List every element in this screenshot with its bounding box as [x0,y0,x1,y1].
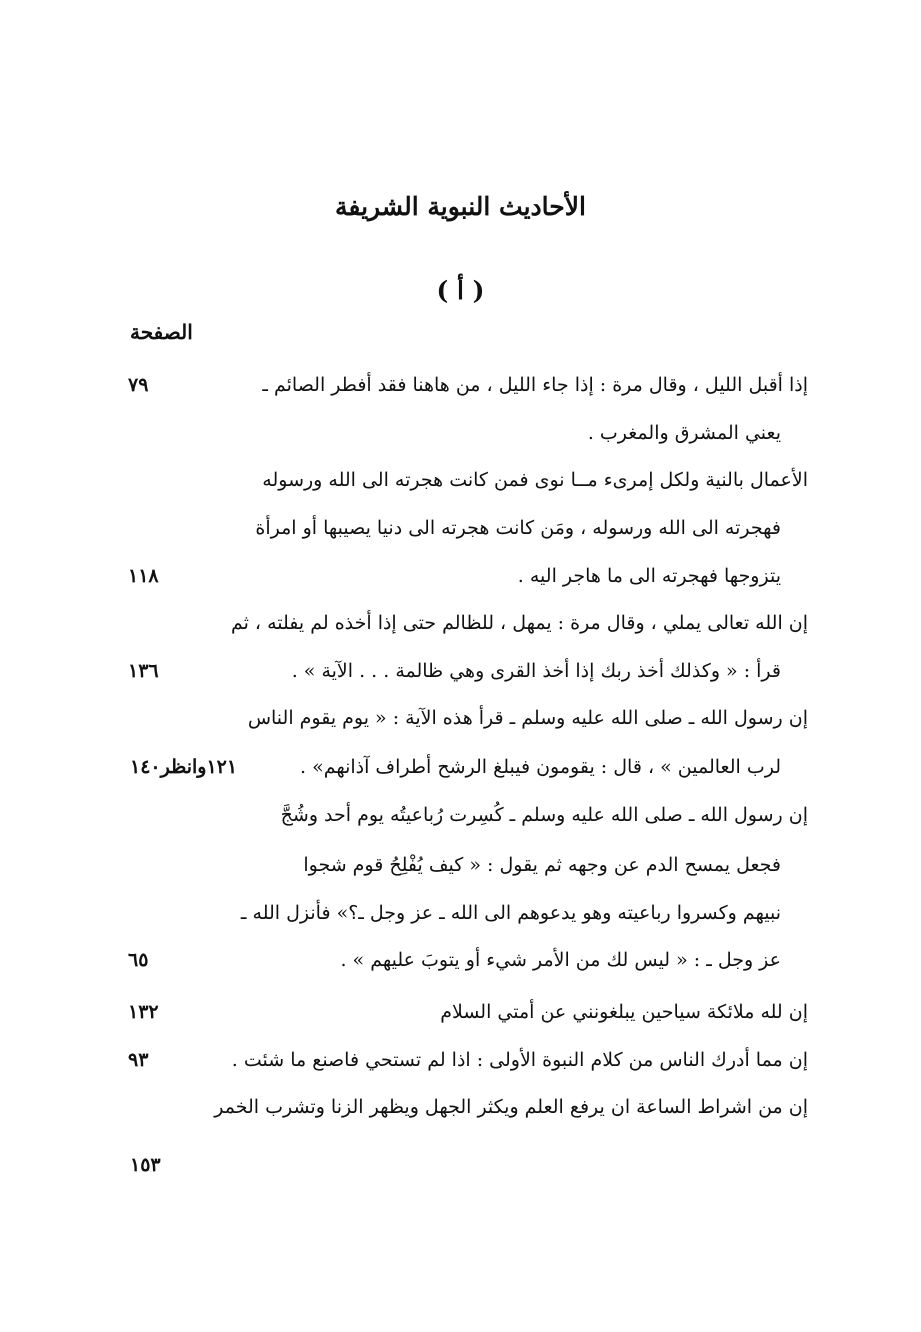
hadith-line: لرب العالمين » ، قال : يقومون فيبلغ الرشح أطراف آذانهم» . [299,756,781,778]
page-number: ١٣٦ [128,660,159,682]
hadith-line: إن رسول الله ـ صلى الله عليه وسلم ـ قرأ هذه الآية : « يوم يقوم الناس [247,707,808,729]
hadith-line: إذا أقبل الليل ، وقال مرة : إذا جاء الليل ، من هاهنا فقد أفطر الصائم ـ [262,374,808,396]
hadith-line: قرأ : « وكذلك أخذ ربك إذا أخذ القرى وهي ظالمة . . . الآية » . [291,660,781,682]
hadith-line: إن رسول الله ـ صلى الله عليه وسلم ـ كُسِرت رُباعيتُه يوم أحد وشُجَّ [280,804,808,826]
page-number: ١٥٣ [130,1154,161,1176]
hadith-line: نبيهم وكسروا رباعيته وهو يدعوهم الى الله ـ عز وجل ـ؟» فأنزل الله ـ [240,902,781,924]
page-number: ١٣٢ [128,1001,159,1023]
hadith-line: عز وجل ـ : « ليس لك من الأمر شيء أو يتوبَ عليهم » . [340,949,781,971]
hadith-line: يعني المشرق والمغرب . [587,422,781,444]
hadith-line: فهجرته الى الله ورسوله ، ومَن كانت هجرته الى دنيا يصيبها أو امرأة [255,517,781,539]
hadith-line: فجعل يمسح الدم عن وجهه ثم يقول : « كيف يُفْلِحُ قوم شجوا [303,854,781,876]
section-letter: ( أ ) [436,276,485,305]
page-number: ٩٣ [128,1049,149,1071]
page-number: ٦٥ [128,949,149,971]
page-number: ١٢١وانظر١٤٠ [130,756,238,778]
hadith-line: إن لله ملائكة سياحين يبلغونني عن أمتي السلام [440,1001,808,1023]
page-column-header: الصفحة [130,320,193,344]
hadith-line: يتزوجها فهجرته الى ما هاجر اليه . [517,565,781,587]
hadith-line: إن مما أدرك الناس من كلام النبوة الأولى : اذا لم تستحي فاصنع ما شئت . [231,1049,808,1071]
page-title: الأحاديث النبوية الشريفة [335,192,586,221]
hadith-line: إن من اشراط الساعة ان يرفع العلم ويكثر الجهل ويظهر الزنا وتشرب الخمر [214,1096,808,1118]
hadith-line: إن الله تعالى يملي ، وقال مرة : يمهل ، للظالم حتى إذا أخذه لم يفلته ، ثم [230,612,808,634]
page-number: ٧٩ [128,374,149,396]
page-number: ١١٨ [128,565,159,587]
hadith-line: الأعمال بالنية ولكل إمرىء مــا نوى فمن كانت هجرته الى الله ورسوله [262,469,808,491]
